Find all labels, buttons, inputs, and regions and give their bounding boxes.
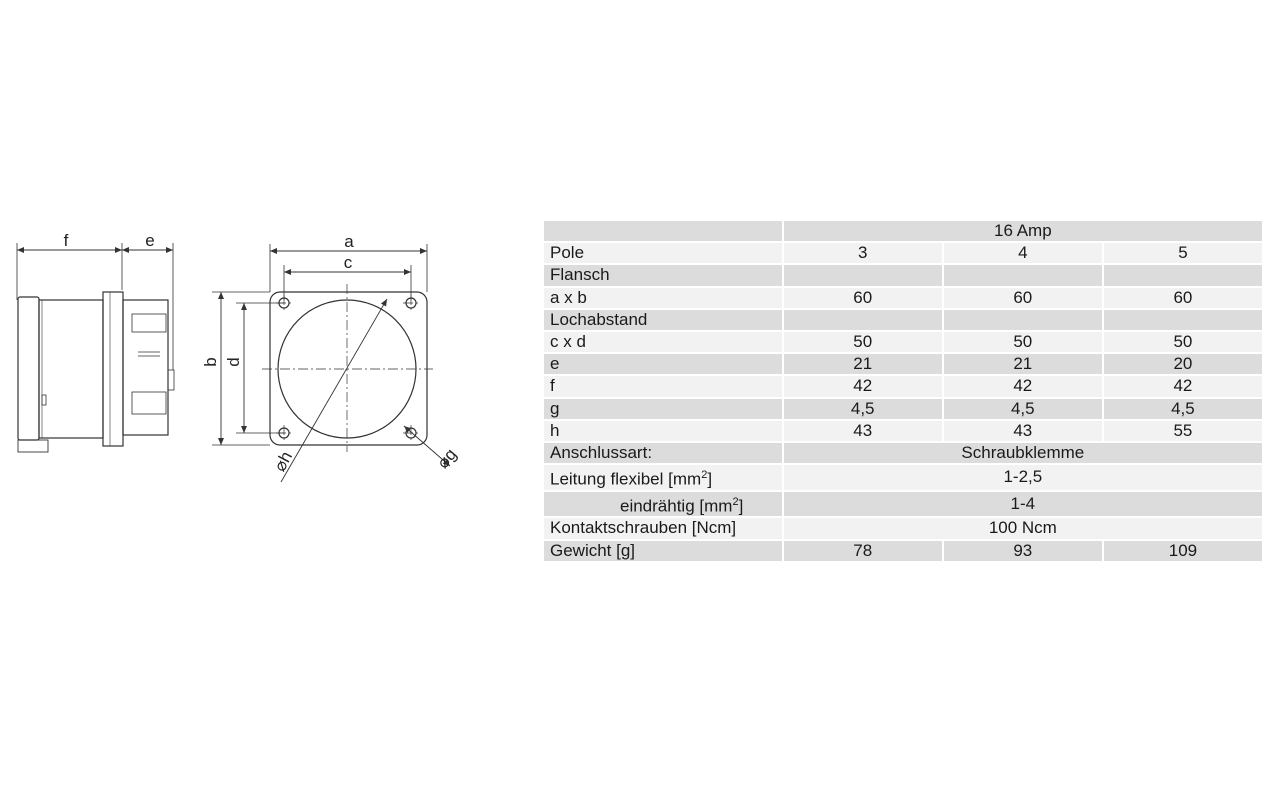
superscript: 2 bbox=[732, 495, 739, 508]
table-row-cxd bbox=[544, 332, 1262, 352]
table-cell bbox=[944, 310, 1102, 330]
table-cell: 50 bbox=[944, 332, 1102, 352]
table-cell: 100 Ncm bbox=[784, 518, 1262, 538]
row-label: Anschlussart: bbox=[544, 443, 782, 463]
table-cell: 21 bbox=[944, 354, 1102, 374]
table-row-e bbox=[544, 354, 1262, 374]
table-header-row bbox=[544, 221, 1262, 241]
table-cell: 4,5 bbox=[944, 399, 1102, 419]
row-label-text: eindrähtig [mm bbox=[620, 496, 733, 516]
table-cell bbox=[784, 310, 942, 330]
table-row-leitung-flexibel bbox=[544, 465, 1262, 490]
technical-drawing bbox=[0, 0, 540, 600]
row-label: Lochabstand bbox=[544, 310, 782, 330]
front-view bbox=[212, 244, 450, 482]
housing-front-plate bbox=[18, 297, 39, 440]
row-label: e bbox=[544, 354, 782, 374]
table-cell: 4,5 bbox=[1104, 399, 1262, 419]
table-row-gewicht bbox=[544, 541, 1262, 561]
table-cell bbox=[944, 265, 1102, 285]
front-view-labels bbox=[201, 232, 460, 475]
row-label: g bbox=[544, 399, 782, 419]
mounting-flange bbox=[103, 292, 123, 446]
side-view-labels bbox=[64, 231, 155, 250]
dimension-label-d: d bbox=[224, 357, 243, 367]
table-row-pole bbox=[544, 243, 1262, 263]
table-cell: 42 bbox=[1104, 376, 1262, 396]
row-label-close: ] bbox=[707, 469, 713, 489]
dimension-label-b: b bbox=[201, 357, 220, 367]
row-label: Gewicht [g] bbox=[544, 541, 782, 561]
row-label: h bbox=[544, 421, 782, 441]
table-row-flansch bbox=[544, 265, 1262, 285]
table-row-anschlussart bbox=[544, 443, 1262, 463]
table-cell bbox=[1104, 310, 1262, 330]
header-16-amp: 16 Amp bbox=[784, 221, 1262, 241]
table-cell: 3 bbox=[784, 243, 942, 263]
row-label bbox=[544, 492, 782, 517]
table-cell: 4,5 bbox=[784, 399, 942, 419]
table-cell: 60 bbox=[944, 288, 1102, 308]
dimension-label-e: e bbox=[145, 231, 155, 250]
table-cell bbox=[1104, 265, 1262, 285]
table-cell: 42 bbox=[784, 376, 942, 396]
table-cell: 43 bbox=[944, 421, 1102, 441]
row-label-close: ] bbox=[738, 496, 744, 516]
dimension-label-a: a bbox=[344, 232, 354, 251]
table-cell: 4 bbox=[944, 243, 1102, 263]
table-row-axb bbox=[544, 288, 1262, 308]
table-cell: 60 bbox=[784, 288, 942, 308]
table-row-lochabstand bbox=[544, 310, 1262, 330]
table-cell: 55 bbox=[1104, 421, 1262, 441]
table-row-f bbox=[544, 376, 1262, 396]
table-cell: 109 bbox=[1104, 541, 1262, 561]
table-cell bbox=[544, 221, 782, 241]
table-row-h bbox=[544, 421, 1262, 441]
diameter-label-h: ⌀h bbox=[270, 448, 297, 475]
dimension-label-f: f bbox=[63, 231, 69, 250]
table-cell: 60 bbox=[1104, 288, 1262, 308]
table-cell: 50 bbox=[1104, 332, 1262, 352]
table-cell: 5 bbox=[1104, 243, 1262, 263]
diameter-h-leader bbox=[281, 299, 387, 482]
table-cell: 1-4 bbox=[784, 492, 1262, 517]
spec-table bbox=[542, 219, 1264, 563]
row-label-text: Leitung flexibel [mm bbox=[550, 469, 702, 489]
superscript: 2 bbox=[701, 469, 708, 482]
side-view bbox=[17, 243, 174, 452]
bottom-tab bbox=[18, 440, 48, 452]
row-label: f bbox=[544, 376, 782, 396]
table-cell: 1-2,5 bbox=[784, 465, 1262, 490]
table-cell: Schraubklemme bbox=[784, 443, 1262, 463]
table-cell: 93 bbox=[944, 541, 1102, 561]
table-cell bbox=[784, 265, 942, 285]
table-row-g bbox=[544, 399, 1262, 419]
diameter-label-g: ⌀g bbox=[433, 444, 461, 473]
table-cell: 20 bbox=[1104, 354, 1262, 374]
table-cell: 42 bbox=[944, 376, 1102, 396]
row-label: Pole bbox=[544, 243, 782, 263]
table-cell: 21 bbox=[784, 354, 942, 374]
flange-outline bbox=[270, 292, 427, 445]
table-row-eindraehtig bbox=[544, 492, 1262, 517]
table-cell: 78 bbox=[784, 541, 942, 561]
dimension-label-c: c bbox=[343, 253, 353, 272]
housing-body bbox=[39, 300, 103, 438]
row-label bbox=[544, 465, 782, 490]
table-cell: 43 bbox=[784, 421, 942, 441]
table-row-kontaktschrauben bbox=[544, 518, 1262, 538]
socket-insert bbox=[123, 300, 168, 435]
row-label: Kontaktschrauben [Ncm] bbox=[544, 518, 782, 538]
row-label: a x b bbox=[544, 288, 782, 308]
row-label: c x d bbox=[544, 332, 782, 352]
row-label: Flansch bbox=[544, 265, 782, 285]
table-cell: 50 bbox=[784, 332, 942, 352]
